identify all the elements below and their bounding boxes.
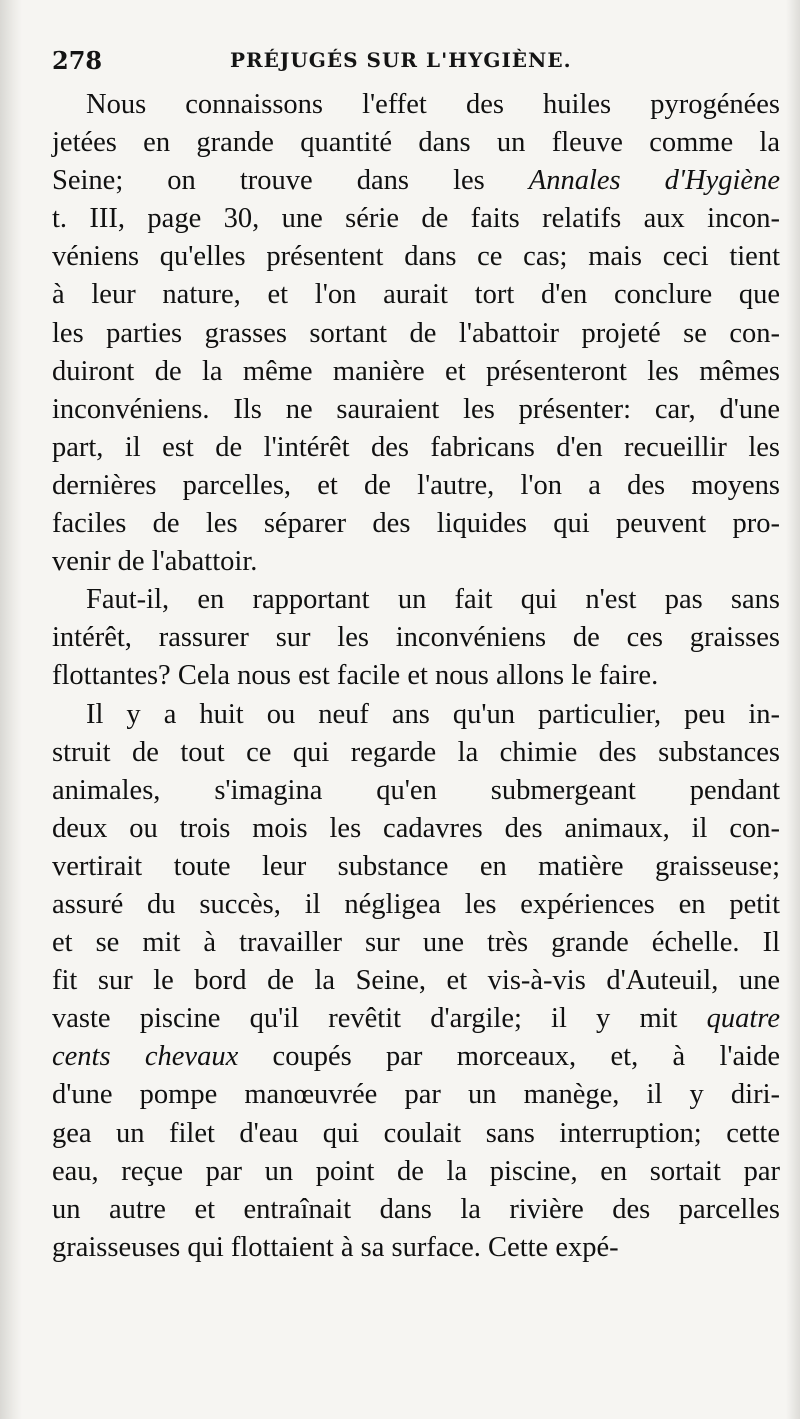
text-line: part, il est de l'intérêt des fabricans d'en recueillir les [52, 431, 780, 463]
text-line: un autre et entraînait dans la rivière des parcelles [52, 1193, 780, 1225]
running-title: PRÉJUGÉS SUR L'HYGIÈNE. [230, 48, 572, 72]
text-line: fit sur le bord de la Seine, et vis-à-vis d'Auteuil, une [52, 965, 780, 997]
text-line: dernières parcelles, et de l'autre, l'on a des moyens [52, 469, 780, 501]
text-run: coupés par morceaux, et, à l'aide [238, 1041, 780, 1073]
italic-text: quatre [706, 1003, 780, 1035]
body-text [52, 86, 780, 1267]
text-line: vertirait toute leur substance en matière graisseuse; [52, 850, 780, 882]
text-line: et se mit à travailler sur une très grande échelle. Il [52, 927, 780, 959]
text-line: les parties grasses sortant de l'abattoir projeté se con- [52, 317, 780, 349]
text-line: jetées en grande quantité dans un fleuve comme la [52, 127, 780, 159]
text-line: flottantes? Cela nous est facile et nous allons le faire. [52, 660, 659, 692]
text-line: faciles de les séparer des liquides qui peuvent pro- [52, 508, 780, 540]
page-number: 278 [52, 46, 103, 75]
page-edge-shadow [786, 0, 800, 1419]
text-line: duiront de la même manière et présenteront les mêmes [52, 355, 780, 387]
italic-text: Annales d'Hygiène [528, 165, 780, 197]
text-line: véniens qu'elles présentent dans ce cas; mais ceci tient [52, 241, 780, 273]
text-line: d'une pompe manœuvrée par un manège, il y diri- [52, 1079, 780, 1111]
text-line: Faut-il, en rapportant un fait qui n'est pas sans [86, 584, 780, 616]
text-line: struit de tout ce qui regarde la chimie des substances [52, 736, 780, 768]
paragraph [52, 86, 780, 581]
running-head [52, 44, 782, 82]
paragraph [52, 581, 780, 695]
text-line [52, 1000, 780, 1038]
text-line [52, 1038, 780, 1076]
italic-text: cents chevaux [52, 1041, 239, 1073]
text-line: t. III, page 30, une série de faits relatifs aux incon- [52, 203, 780, 235]
text-line: assuré du succès, il négligea les expériences en petit [52, 888, 780, 920]
text-line: deux ou trois mois les cadavres des animaux, il con- [52, 812, 780, 844]
page-gutter-shadow [0, 0, 22, 1419]
text-line: graisseuses qui flottaient à sa surface. Cette expé- [52, 1231, 619, 1263]
text-line [52, 162, 780, 200]
text-line: intérêt, rassurer sur les inconvéniens de ces graisses [52, 622, 780, 654]
text-line: gea un filet d'eau qui coulait sans interruption; cette [52, 1117, 780, 1149]
text-run: Seine; on trouve dans les [52, 165, 529, 197]
text-line: Nous connaissons l'effet des huiles pyrogénées [86, 89, 780, 120]
text-run: vaste piscine qu'il revêtit d'argile; il y mit [52, 1003, 707, 1035]
text-line: inconvéniens. Ils ne sauraient les présenter: car, d'une [52, 393, 780, 425]
text-line: venir de l'abattoir. [52, 546, 258, 578]
text-line: à leur nature, et l'on aurait tort d'en conclure que [52, 279, 780, 311]
text-line: animales, s'imagina qu'en submergeant pendant [52, 774, 780, 806]
text-line: eau, reçue par un point de la piscine, en sortait par [52, 1155, 780, 1187]
paragraph [52, 696, 780, 1267]
text-line: Il y a huit ou neuf ans qu'un particulier, peu in- [86, 698, 780, 730]
